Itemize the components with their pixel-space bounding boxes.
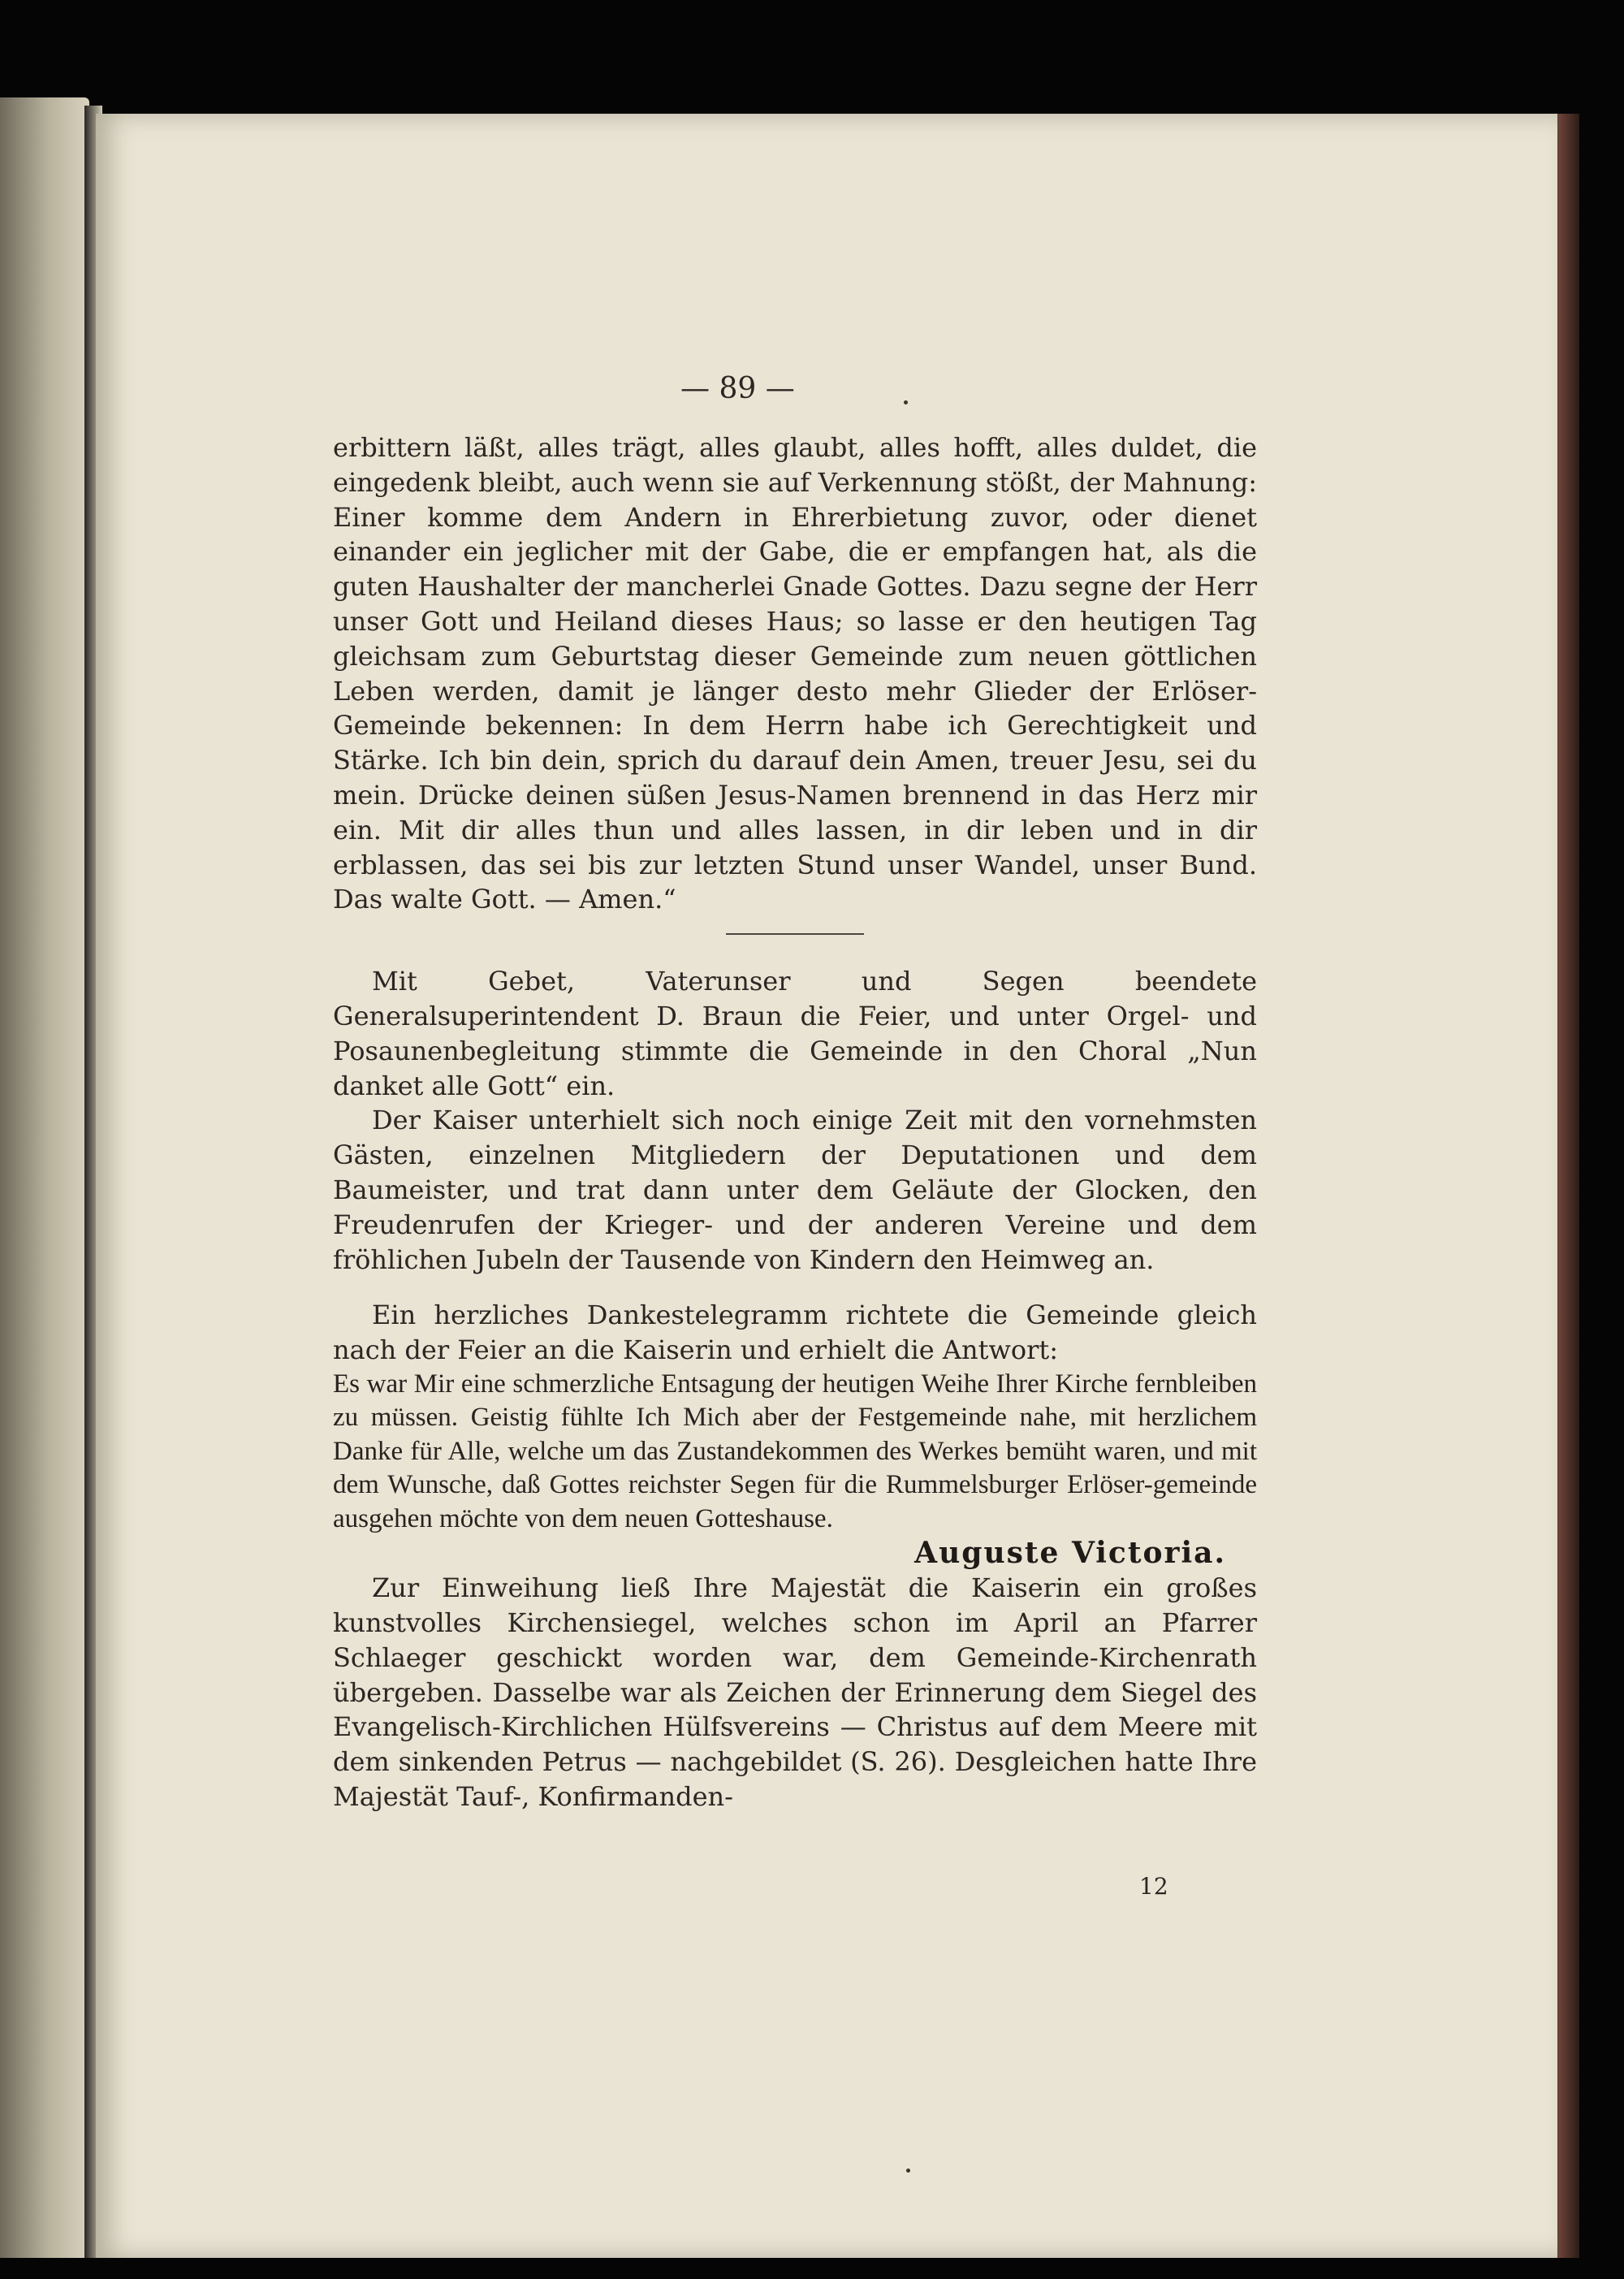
paragraph-telegram-intro: Ein herzliches Dankestelegramm richtete die Gemeinde gleich nach der Feier an die Kaiserin und erhielt die Antwort:	[333, 1300, 1257, 1366]
facing-page-edge	[0, 97, 89, 2258]
paper-speck	[904, 400, 908, 404]
empress-telegram-quote: Es war Mir eine schmerzliche Entsagung der heutigen Weihe Ihrer Kirche fernbleiben zu müssen. Geistig fühlte Ich Mich aber der Festgemeinde nahe, mit herzlichem Danke für Alle, welche um das Zustandekommen des Werkes bemüht waren, und mit dem Wunsche, daß Gottes reichster Segen für die Rummelsburger Erlöser-gemeinde ausgehen möchte von dem neuen Gotteshause.	[333, 1369, 1257, 1533]
page-number: — 89 —	[680, 372, 795, 405]
book-page	[96, 114, 1557, 2258]
paper-speck	[906, 2169, 910, 2173]
paragraph-church-seal: Zur Einweihung ließ Ihre Majestät die Kaiserin ein großes kunstvolles Kirchensiegel, welches schon im April an Pfarrer Schlaeger geschickt worden war, dem Gemeinde-Kirchenrath übergeben. Dasselbe war als Zeichen der Erinnerung dem Siegel des Evangelisch-Kirchlichen Hülfsvereins — Christus auf dem Meere mit dem sinkenden Petrus — nachgebildet (S. 26). Desgleichen hatte Ihre Majestät Tauf-, Konfirmanden-	[333, 1572, 1257, 1812]
page-body	[333, 430, 1257, 1814]
section-divider	[726, 933, 864, 935]
paragraph-closing-ceremony: Mit Gebet, Vaterunser und Segen beendete Generalsuperintendent D. Braun die Feier, und unter Orgel- und Posaunenbegleitung stimmte die Gemeinde in den Choral „Nun danket alle Gott“ ein.	[333, 966, 1257, 1101]
paragraph-prayer-end: erbittern läßt, alles trägt, alles glaubt, alles hofft, alles duldet, die eingedenk bleibt, auch wenn sie auf Verkennung stößt, der Mahnung: Einer komme dem Andern in Ehrerbietung zuvor, oder dienet einander ein jeglicher mit der Gabe, die er empfangen hat, als die guten Haushalter der mancherlei Gnade Gottes. Dazu segne der Herr unser Gott und Heiland dieses Haus; so lasse er den heutigen Tag gleichsam zum Geburtstag dieser Gemeinde zum neuen göttlichen Leben werden, damit je länger desto mehr Glieder der Erlöser-Gemeinde bekennen: In dem Herrn habe ich Gerechtigkeit und Stärke. Ich bin dein, sprich du darauf dein Amen, treuer Jesu, sei du mein. Drücke deinen süßen Jesus-Namen brennend in das Herz mir ein. Mit dir alles thun und alles lassen, in dir leben und in dir erblassen, das sei bis zur letzten Stund unser Wandel, unser Bund. Das walte Gott. — Amen.“	[333, 432, 1257, 915]
sheet-signature-number: 12	[1139, 1873, 1168, 1900]
empress-signature: Auguste Victoria.	[914, 1536, 1226, 1571]
paragraph-emperor-departure: Der Kaiser unterhielt sich noch einige Zeit mit den vornehmsten Gästen, einzelnen Mitgliedern der Deputationen und dem Baumeister, und trat dann unter dem Geläute der Glocken, den Freudenrufen der Krieger- und der anderen Vereine und dem fröhlichen Jubeln der Tausende von Kindern den Heimweg an.	[333, 1105, 1257, 1275]
